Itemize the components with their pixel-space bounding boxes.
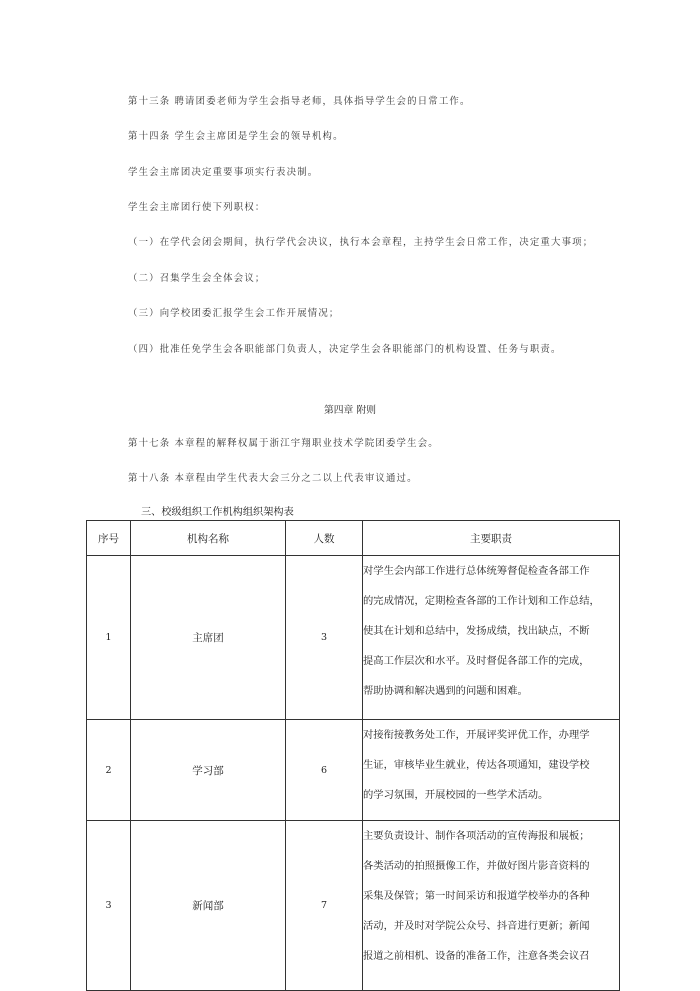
row-name: 新闻部 (131, 821, 286, 991)
table-row (87, 556, 620, 720)
article-14: 第十四条 学生会主席团是学生会的领导机构。 (128, 131, 344, 142)
duty-line: 对学生会内部工作进行总体统筹督促检查各部工作 (363, 565, 590, 577)
row-name: 学习部 (131, 720, 286, 821)
power-item-2: （二）召集学生会全体会议； (128, 273, 266, 284)
power-item-4: （四）批准任免学生会各职能部门负责人，决定学生会各职能部门的机构设置、任务与职责。 (128, 344, 562, 355)
duty-line: 采集及保管；第一时间采访和报道学校举办的各种 (363, 890, 590, 902)
duty-line: 各类活动的拍照摄像工作，并做好图片影音资料的 (363, 860, 590, 872)
row-duties (363, 556, 620, 720)
duty-line: 的完成情况，定期检查各部的工作计划和工作总结， (363, 595, 600, 607)
article-17: 第十七条 本章程的解释权属于浙江宇翔职业技术学院团委学生会。 (128, 438, 439, 449)
duty-line: 提高工作层次和水平。及时督促各部工作的完成， (363, 655, 590, 667)
chapter-heading: 第四章 附则 (323, 405, 377, 416)
row-duties (363, 720, 620, 821)
duty-line: 使其在计划和总结中，发扬成绩，找出缺点，不断 (363, 625, 590, 637)
row-no: 3 (87, 821, 131, 991)
powers-intro: 学生会主席团行使下列职权： (128, 202, 266, 213)
row-no: 1 (87, 556, 131, 720)
duty-line: 主要负责设计、制作各项活动的宣传海报和展板； (363, 830, 590, 842)
duty-line: 活动，并及时对学院公众号、抖音进行更新；新闻 (363, 920, 590, 932)
article-13: 第十三条 聘请团委老师为学生会指导老师，具体指导学生会的日常工作。 (128, 96, 471, 107)
header-no: 序号 (87, 521, 131, 556)
power-item-3: （三）向学校团委汇报学生会工作开展情况； (128, 308, 340, 319)
header-name: 机构名称 (131, 521, 286, 556)
header-count: 人数 (286, 521, 363, 556)
org-structure-table (86, 520, 620, 991)
row-count: 3 (286, 556, 363, 720)
duty-line: 对接衔接教务处工作，开展评奖评优工作，办理学 (363, 729, 590, 741)
duty-line: 帮助协调和解决遇到的问题和困难。 (363, 685, 528, 697)
duty-line: 报道之前相机、设备的准备工作，注意各类会议召 (363, 950, 590, 962)
table-row (87, 821, 620, 991)
row-no: 2 (87, 720, 131, 821)
table-row (87, 720, 620, 821)
article-18: 第十八条 本章程由学生代表大会三分之二以上代表审议通过。 (128, 473, 418, 484)
row-count: 6 (286, 720, 363, 821)
row-duties (363, 821, 620, 991)
voting-paragraph: 学生会主席团决定重要事项实行表决制。 (128, 167, 319, 178)
row-count: 7 (286, 821, 363, 991)
duty-line: 生证，审核毕业生就业，传达各项通知，建设学校 (363, 759, 590, 771)
header-duties: 主要职责 (363, 521, 620, 556)
row-name: 主席团 (131, 556, 286, 720)
duty-line: 的学习氛围，开展校园的一些学术活动。 (363, 789, 549, 801)
power-item-1: （一）在学代会闭会期间，执行学代会决议，执行本会章程，主持学生会日常工作，决定重大事项； (128, 237, 594, 248)
table-header-row (87, 521, 620, 556)
section-title: 三、校级组织工作机构组织架构表 (141, 507, 294, 518)
